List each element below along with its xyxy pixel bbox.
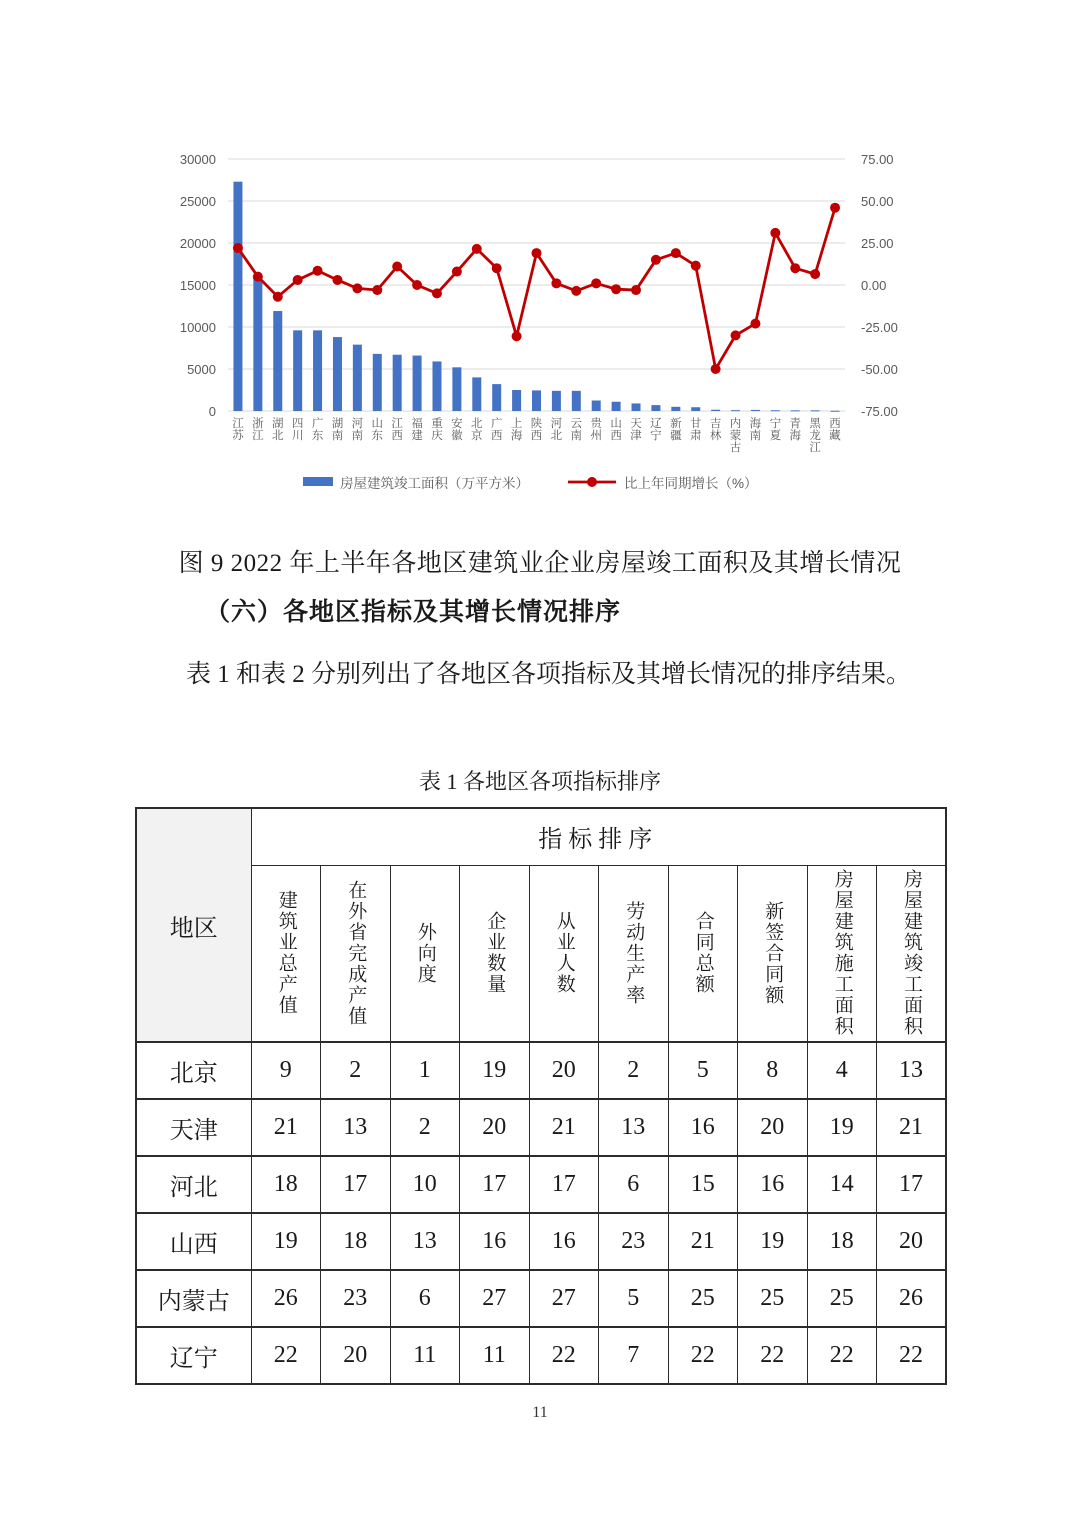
rank-cell: 18	[321, 1213, 391, 1270]
indicator-rank-table	[135, 807, 947, 1385]
indicator-column-header	[251, 865, 321, 1042]
right-axis-tick: -25.00	[861, 320, 898, 335]
rank-cell: 2	[390, 1099, 460, 1156]
line-point	[551, 278, 561, 288]
x-axis-label: 云南	[570, 418, 583, 442]
growth-line	[238, 208, 835, 369]
indicator-column-label: 企业数量	[484, 911, 506, 996]
region-cell: 辽宁	[136, 1327, 251, 1384]
left-axis-tick: 0	[208, 404, 216, 419]
rank-cell: 20	[529, 1042, 599, 1099]
rank-cell: 13	[321, 1099, 391, 1156]
indicator-column-label: 房屋建筑施工面积	[831, 869, 853, 1038]
x-axis-label: 安徽	[451, 418, 463, 442]
legend-line-label: 比上年同期增长（%）	[624, 476, 758, 491]
rank-cell: 4	[807, 1042, 877, 1099]
rank-cell: 9	[251, 1042, 321, 1099]
left-axis-tick: 5000	[187, 362, 216, 377]
bar	[452, 367, 461, 411]
line-point	[830, 203, 840, 213]
bar	[353, 345, 362, 411]
bar	[691, 407, 700, 411]
x-axis-label: 河南	[351, 418, 364, 442]
section-heading: （六）各地区指标及其增长情况排序	[205, 598, 622, 626]
bar	[492, 384, 501, 411]
rank-cell: 13	[877, 1042, 947, 1099]
line-point	[790, 263, 800, 273]
rank-cell: 10	[390, 1156, 460, 1213]
table-row	[136, 1099, 946, 1156]
rank-cell: 21	[529, 1099, 599, 1156]
indicator-column-header	[460, 865, 530, 1042]
line-point	[412, 280, 422, 290]
bar	[313, 330, 322, 411]
rank-cell: 11	[460, 1327, 530, 1384]
right-axis-tick: 75.00	[861, 152, 894, 167]
x-axis-label: 贵州	[590, 418, 602, 442]
rank-cell: 17	[460, 1156, 530, 1213]
bar	[333, 337, 342, 411]
right-axis-tick: 50.00	[861, 194, 894, 209]
line-point	[273, 292, 283, 302]
rank-cell: 2	[599, 1042, 669, 1099]
right-axis-tick: 25.00	[861, 236, 894, 251]
bar	[552, 391, 561, 411]
rank-cell: 16	[460, 1213, 530, 1270]
rank-cell: 11	[390, 1327, 460, 1384]
rank-cell: 19	[738, 1213, 808, 1270]
x-axis-label: 青海	[789, 418, 801, 442]
bar	[612, 402, 621, 411]
rank-cell: 1	[390, 1042, 460, 1099]
region-cell: 山西	[136, 1213, 251, 1270]
line-point	[810, 269, 820, 279]
indicator-column-header	[390, 865, 460, 1042]
rank-cell: 22	[807, 1327, 877, 1384]
x-axis-label: 宁夏	[769, 418, 782, 442]
rank-cell: 22	[251, 1327, 321, 1384]
completion-area-chart	[148, 128, 918, 520]
x-axis-label: 内蒙古	[729, 418, 742, 454]
rank-cell: 22	[668, 1327, 738, 1384]
rank-cell: 25	[738, 1270, 808, 1327]
bar	[512, 390, 521, 411]
bar	[811, 410, 820, 411]
left-axis-tick: 10000	[179, 320, 216, 335]
line-point	[372, 285, 382, 295]
rank-cell: 17	[877, 1156, 947, 1213]
line-point	[711, 364, 721, 374]
indicator-column-label: 外向度	[414, 921, 436, 985]
rank-cell: 18	[251, 1156, 321, 1213]
indicator-column-label: 从业人数	[553, 911, 575, 996]
line-point	[750, 319, 760, 329]
indicator-column-header	[668, 865, 738, 1042]
x-axis-label: 湖北	[272, 418, 284, 442]
x-axis-label: 江苏	[232, 418, 244, 442]
indicator-column-label: 在外省完成产值	[345, 879, 367, 1027]
region-cell: 北京	[136, 1042, 251, 1099]
rank-cell: 16	[668, 1099, 738, 1156]
bar	[293, 330, 302, 411]
x-axis-label: 吉林	[709, 418, 722, 442]
rank-cell: 19	[460, 1042, 530, 1099]
page-number: 11	[532, 1404, 548, 1421]
rank-cell: 13	[390, 1213, 460, 1270]
rank-cell: 20	[877, 1213, 947, 1270]
bar	[532, 390, 541, 411]
bar	[731, 410, 740, 411]
x-axis-label: 重庆	[431, 418, 443, 442]
x-axis-label: 新疆	[670, 418, 682, 442]
legend-bar-swatch	[303, 477, 333, 486]
rank-cell: 16	[738, 1156, 808, 1213]
x-axis-label: 甘肃	[689, 418, 702, 442]
indicator-column-header	[738, 865, 808, 1042]
rank-cell: 25	[668, 1270, 738, 1327]
rank-cell: 23	[599, 1213, 669, 1270]
line-point	[392, 262, 402, 272]
rank-cell: 21	[877, 1099, 947, 1156]
completion-area-chart-figure	[148, 128, 918, 520]
line-point	[651, 255, 661, 265]
line-point	[432, 288, 442, 298]
rank-cell: 17	[321, 1156, 391, 1213]
line-point	[452, 267, 462, 277]
table-row	[136, 1270, 946, 1327]
rank-cell: 26	[877, 1270, 947, 1327]
rank-cell: 6	[390, 1270, 460, 1327]
rank-cell: 23	[321, 1270, 391, 1327]
bar	[393, 355, 402, 411]
x-axis-label: 福建	[411, 418, 423, 442]
bar	[273, 311, 282, 411]
indicator-column-header	[529, 865, 599, 1042]
rank-cell: 13	[599, 1099, 669, 1156]
indicator-column-header	[807, 865, 877, 1042]
rank-cell: 20	[738, 1099, 808, 1156]
bar	[632, 403, 641, 411]
line-point	[352, 283, 362, 293]
line-point	[691, 261, 701, 271]
body-paragraph: 表 1 和表 2 分别列出了各地区各项指标及其增长情况的排序结果。	[186, 661, 912, 688]
x-axis-label: 陕西	[530, 418, 543, 442]
left-axis-tick: 15000	[179, 278, 216, 293]
indicator-column-header	[321, 865, 391, 1042]
indicator-group-header: 指标排序	[251, 808, 946, 865]
region-cell: 天津	[136, 1099, 251, 1156]
right-axis-tick: -75.00	[861, 404, 898, 419]
indicator-column-label: 房屋建筑竣工面积	[901, 869, 923, 1038]
indicator-column-label: 新签合同额	[762, 900, 784, 1006]
rank-cell: 14	[807, 1156, 877, 1213]
left-axis-tick: 30000	[179, 152, 216, 167]
line-point	[770, 228, 780, 238]
bar	[751, 410, 760, 411]
rank-cell: 5	[599, 1270, 669, 1327]
line-point	[233, 243, 243, 253]
x-axis-label: 江西	[391, 418, 403, 442]
x-axis-label: 海南	[749, 418, 762, 442]
line-point	[293, 275, 303, 285]
x-axis-label: 辽宁	[650, 418, 662, 442]
right-axis-tick: -50.00	[861, 362, 898, 377]
x-axis-label: 山东	[371, 418, 384, 442]
x-axis-label: 河北	[550, 418, 563, 442]
rank-cell: 6	[599, 1156, 669, 1213]
line-point	[631, 285, 641, 295]
rank-cell: 18	[807, 1213, 877, 1270]
left-axis-tick: 25000	[179, 194, 216, 209]
x-axis-label: 浙江	[252, 418, 264, 442]
line-point	[253, 272, 263, 282]
x-axis-label: 山西	[610, 418, 622, 442]
rank-cell: 20	[460, 1099, 530, 1156]
indicator-column-header	[877, 865, 947, 1042]
line-point	[591, 278, 601, 288]
indicator-column-header	[599, 865, 669, 1042]
rank-cell: 15	[668, 1156, 738, 1213]
rank-cell: 5	[668, 1042, 738, 1099]
figure-caption: 图 9 2022 年上半年各地区建筑业企业房屋竣工面积及其增长情况	[178, 550, 902, 577]
line-point	[332, 275, 342, 285]
region-corner-header: 地区	[136, 808, 251, 1042]
bar	[671, 407, 680, 411]
line-point	[611, 284, 621, 294]
rank-cell: 22	[877, 1327, 947, 1384]
table-row	[136, 1213, 946, 1270]
line-point	[671, 248, 681, 258]
indicator-column-label: 合同总额	[692, 911, 714, 996]
rank-cell: 17	[529, 1156, 599, 1213]
x-axis-label: 四川	[291, 418, 304, 442]
x-axis-label: 上海	[510, 418, 523, 442]
line-point	[313, 266, 323, 276]
rank-cell: 27	[529, 1270, 599, 1327]
x-axis-label: 天津	[630, 418, 642, 442]
line-point	[571, 286, 581, 296]
legend-line-marker	[587, 477, 597, 487]
rank-cell: 22	[738, 1327, 808, 1384]
table-caption: 表 1 各地区各项指标排序	[418, 769, 661, 794]
bar	[572, 391, 581, 411]
bar	[472, 377, 481, 411]
rank-cell: 19	[807, 1099, 877, 1156]
rank-cell: 2	[321, 1042, 391, 1099]
line-point	[532, 248, 542, 258]
table-row	[136, 1156, 946, 1213]
table-row	[136, 1042, 946, 1099]
left-axis-tick: 20000	[179, 236, 216, 251]
legend-bar-label: 房屋建筑竣工面积（万平方米）	[340, 476, 529, 491]
bar	[711, 410, 720, 411]
x-axis-label: 北京	[471, 418, 483, 442]
x-axis-label: 黑龙江	[809, 418, 821, 454]
table-row	[136, 1327, 946, 1384]
bar	[791, 410, 800, 411]
bar	[233, 182, 242, 411]
line-point	[472, 244, 482, 254]
rank-cell: 27	[460, 1270, 530, 1327]
region-cell: 河北	[136, 1156, 251, 1213]
rank-cell: 26	[251, 1270, 321, 1327]
bar	[592, 401, 601, 412]
bar	[771, 410, 780, 411]
bar	[651, 405, 660, 411]
line-point	[731, 330, 741, 340]
rank-cell: 21	[251, 1099, 321, 1156]
bar	[432, 361, 441, 411]
rank-cell: 8	[738, 1042, 808, 1099]
rank-cell: 25	[807, 1270, 877, 1327]
rank-cell: 22	[529, 1327, 599, 1384]
rank-cell: 7	[599, 1327, 669, 1384]
line-point	[492, 263, 502, 273]
x-axis-label: 广东	[311, 418, 324, 442]
bar	[253, 278, 262, 411]
bar	[413, 356, 422, 411]
x-axis-label: 湖南	[331, 418, 344, 442]
x-axis-label: 西藏	[829, 418, 841, 442]
indicator-column-label: 劳动生产率	[623, 900, 645, 1006]
rank-cell: 16	[529, 1213, 599, 1270]
indicator-column-label: 建筑业总产值	[275, 890, 297, 1017]
bar	[373, 354, 382, 411]
region-cell: 内蒙古	[136, 1270, 251, 1327]
bar	[831, 411, 840, 412]
rank-cell: 21	[668, 1213, 738, 1270]
rank-cell: 20	[321, 1327, 391, 1384]
right-axis-tick: 0.00	[861, 278, 887, 293]
x-axis-label: 广西	[490, 418, 503, 442]
rank-cell: 19	[251, 1213, 321, 1270]
line-point	[512, 331, 522, 341]
